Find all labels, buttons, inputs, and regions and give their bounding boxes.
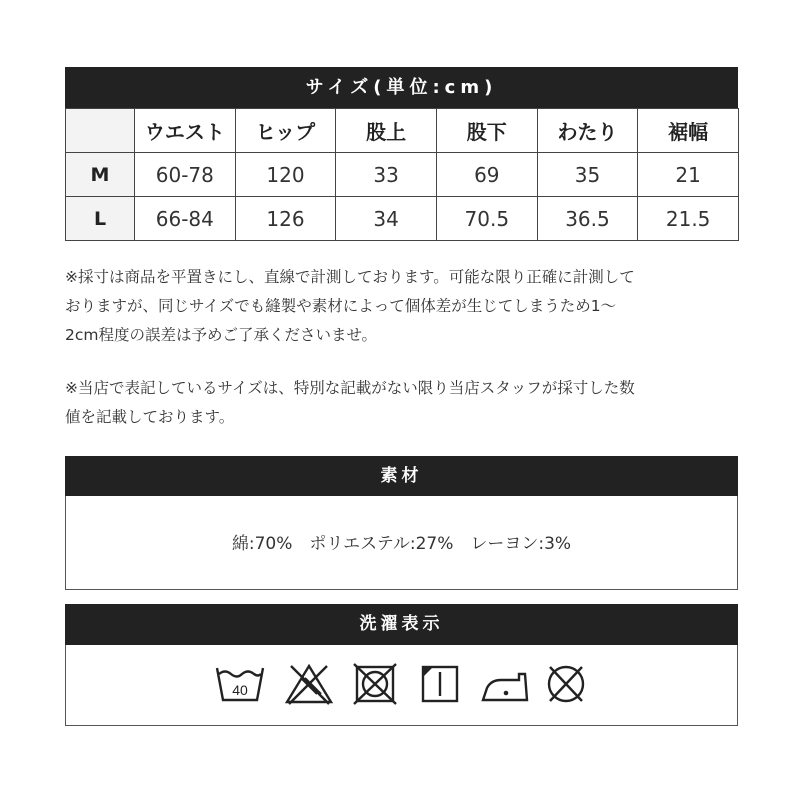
table-cell: 21.5: [638, 197, 739, 241]
table-row: [66, 197, 739, 241]
column-header-hip: ヒップ: [235, 109, 336, 153]
care-section-title: 洗濯表示: [65, 604, 738, 645]
care-icons-box: [65, 645, 738, 726]
size-table: [65, 108, 739, 241]
material-section-title: 素材: [65, 456, 738, 496]
table-corner-cell: [66, 109, 135, 153]
table-cell: 70.5: [436, 197, 537, 241]
size-section-title: サイズ(単位:cm): [65, 67, 738, 108]
line-dry-icon: [420, 662, 460, 706]
table-cell: 21: [638, 153, 739, 197]
wash-40-icon: [214, 662, 266, 706]
wash-temperature-label: 40: [232, 682, 248, 698]
table-cell: 36.5: [537, 197, 638, 241]
note-line: 2cm程度の誤差は予めご了承くださいませ。: [65, 326, 378, 344]
table-cell: 60-78: [135, 153, 236, 197]
table-row: [66, 153, 739, 197]
measurement-note: [65, 263, 755, 350]
row-header-size: M: [66, 153, 135, 197]
column-header-waist: ウエスト: [135, 109, 236, 153]
table-cell: 34: [336, 197, 437, 241]
table-cell: 120: [235, 153, 336, 197]
table-cell: 69: [436, 153, 537, 197]
no-dry-clean-icon: [542, 662, 590, 706]
low-iron-icon: [479, 662, 531, 706]
row-header-size: L: [66, 197, 135, 241]
size-source-note: [65, 374, 755, 432]
note-line: おりますが、同じサイズでも縫製や素材によって個体差が生じてしまうため1〜: [65, 297, 617, 315]
table-cell: 33: [336, 153, 437, 197]
no-tumble-dry-icon: [352, 662, 398, 706]
table-cell: 126: [235, 197, 336, 241]
column-header-inseam: 股下: [436, 109, 537, 153]
table-header-row: [66, 109, 739, 153]
note-line: ※採寸は商品を平置きにし、直線で計測しております。可能な限り正確に計測して: [65, 268, 635, 286]
note-line: 値を記載しております。: [65, 408, 235, 426]
material-composition: 綿:70% ポリエステル:27% レーヨン:3%: [231, 534, 572, 554]
table-cell: 35: [537, 153, 638, 197]
column-header-rise: 股上: [336, 109, 437, 153]
note-line: ※当店で表記しているサイズは、特別な記載がない限り当店スタッフが採寸した数: [65, 379, 635, 397]
column-header-thigh: わたり: [537, 109, 638, 153]
no-bleach-icon: [283, 662, 335, 706]
table-cell: 66-84: [135, 197, 236, 241]
column-header-hem-width: 裾幅: [638, 109, 739, 153]
material-box: [65, 496, 738, 590]
